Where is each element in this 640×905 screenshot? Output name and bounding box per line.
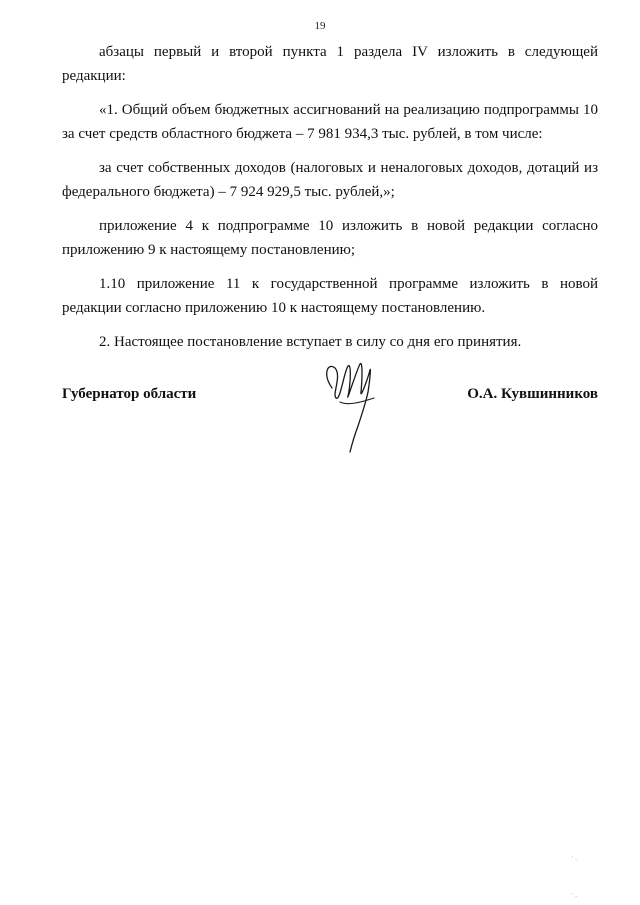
scan-edge-mark: ' -: [572, 892, 578, 900]
paragraph-appendix-11: 1.10 приложение 11 к государственной программе изложить в новой редакции согласно приложению 10 к настоящему постановлению.: [62, 276, 598, 316]
paragraph-effective-date: 2. Настоящее постановление вступает в силу со дня его принятия.: [99, 334, 522, 350]
paragraph-appendix-4: приложение 4 к подпрограмме 10 изложить в новой редакции согласно приложению 9 к настоящему постановлению;: [62, 218, 598, 258]
signature-block: [62, 378, 598, 478]
page-number: 19: [314, 20, 326, 32]
signatory-title: Губернатор области: [62, 386, 197, 402]
handwritten-signature: [318, 358, 384, 458]
paragraph-section-iv-intro: абзацы первый и второй пункта 1 раздела IV изложить в следующей редакции:: [62, 44, 598, 84]
document-body: [62, 40, 598, 364]
signatory-name: О.А. Кувшинников: [467, 386, 598, 402]
paragraph-budget-total: «1. Общий объем бюджетных ассигнований на реализацию подпрограммы 10 за счет средств областного бюджета – 7 981 934,3 тыс. рублей, в том числе:: [62, 102, 598, 142]
scan-edge-mark: ' -: [572, 855, 578, 863]
paragraph-own-revenue: за счет собственных доходов (налоговых и неналоговых доходов, дотаций из федерального бюджета) – 7 924 929,5 тыс. рублей,»;: [62, 160, 598, 200]
